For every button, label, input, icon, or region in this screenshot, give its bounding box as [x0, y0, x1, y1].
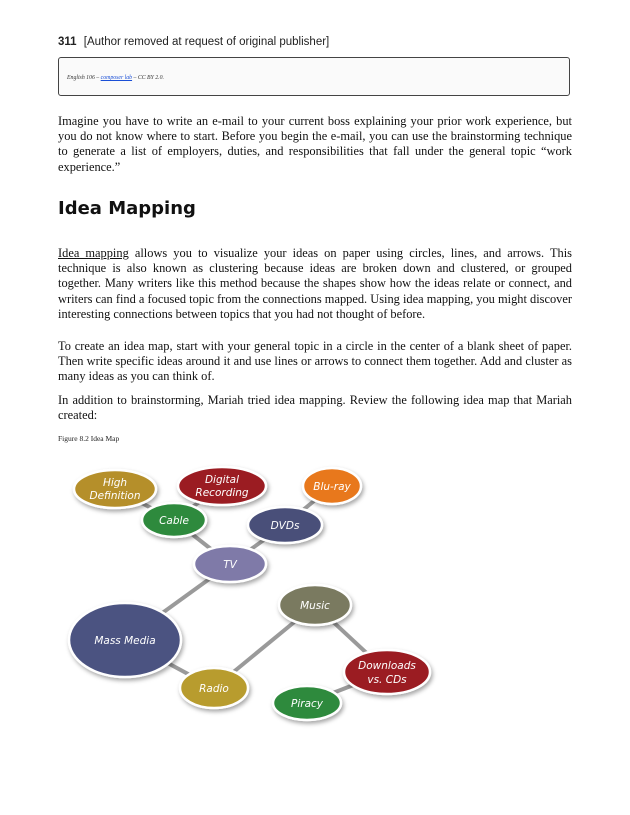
- node-digital-recording-label-2: Recording: [195, 487, 249, 499]
- node-blu-ray: [303, 468, 361, 504]
- attribution-prefix: English 106 –: [67, 75, 101, 81]
- node-high-definition: [74, 470, 156, 508]
- node-cable-label: Cable: [159, 515, 189, 527]
- node-cable: [142, 503, 206, 537]
- intro-paragraph: Imagine you have to write an e-mail to your current boss explaining your prior work experience, but you do not know where to start. Before you begin the e-mail, you can use the brainstorming technique to generate a list of employers, duties, and responsibilities that fall under the general topic “work experience.”: [58, 114, 572, 174]
- node-tv: [194, 546, 266, 582]
- node-digital-recording-circle: [178, 467, 266, 505]
- node-mass-media-label: Mass Media: [94, 635, 156, 647]
- composer-lab-link[interactable]: composer lab: [100, 75, 133, 81]
- idea-mapping-term: Idea mapping: [58, 246, 129, 260]
- node-radio-label: Radio: [199, 683, 229, 695]
- node-downloads: [344, 650, 430, 694]
- section-heading: Idea Mapping: [58, 198, 196, 219]
- node-downloads-circle: [344, 650, 430, 694]
- node-blu-ray-label: Blu-ray: [313, 481, 351, 493]
- node-downloads-label-1: Downloads: [358, 660, 416, 672]
- node-piracy: [273, 686, 341, 720]
- mariah-paragraph: In addition to brainstorming, Mariah tried idea mapping. Review the following idea map that Mariah created:: [58, 393, 572, 423]
- idea-mapping-text: allows you to visualize your ideas on paper using circles, lines, and arrows. This technique is also known as clustering because ideas are broken down and clustered, or grouped together. Many writers like this method because the shapes show how the ideas relate or connect, and writers can find a focused topic from the connections mapped. Using idea mapping, you might discover interesting connections between topics that you had not thought of before.: [58, 246, 572, 321]
- node-piracy-label: Piracy: [291, 698, 323, 710]
- node-mass-media: [69, 603, 181, 677]
- node-high-definition-label-1: High: [102, 477, 128, 489]
- node-radio: [180, 668, 248, 708]
- node-high-definition-label-2: Definition: [89, 490, 141, 502]
- node-downloads-label-2: vs. CDs: [367, 674, 407, 686]
- create-map-paragraph: To create an idea map, start with your general topic in a circle in the center of a blank sheet of paper. Then write specific ideas around it and use lines or arrows to connect them together. Add and cluster as many ideas as you can think of.: [58, 339, 572, 384]
- node-digital-recording-label-1: Digital: [204, 474, 240, 486]
- figure-caption: Figure 8.2 Idea Map: [58, 434, 120, 443]
- attribution-license: – CC BY 2.0.: [132, 75, 164, 81]
- node-digital-recording: [178, 467, 266, 505]
- page-number: 311: [58, 36, 77, 48]
- node-music-label: Music: [300, 600, 330, 612]
- node-tv-label: TV: [223, 559, 237, 571]
- node-music: [279, 585, 351, 625]
- node-dvds: [248, 507, 322, 543]
- author-note: [Author removed at request of original publisher]: [83, 36, 330, 48]
- node-dvds-label: DVDs: [270, 520, 300, 532]
- node-high-definition-circle: [74, 470, 156, 508]
